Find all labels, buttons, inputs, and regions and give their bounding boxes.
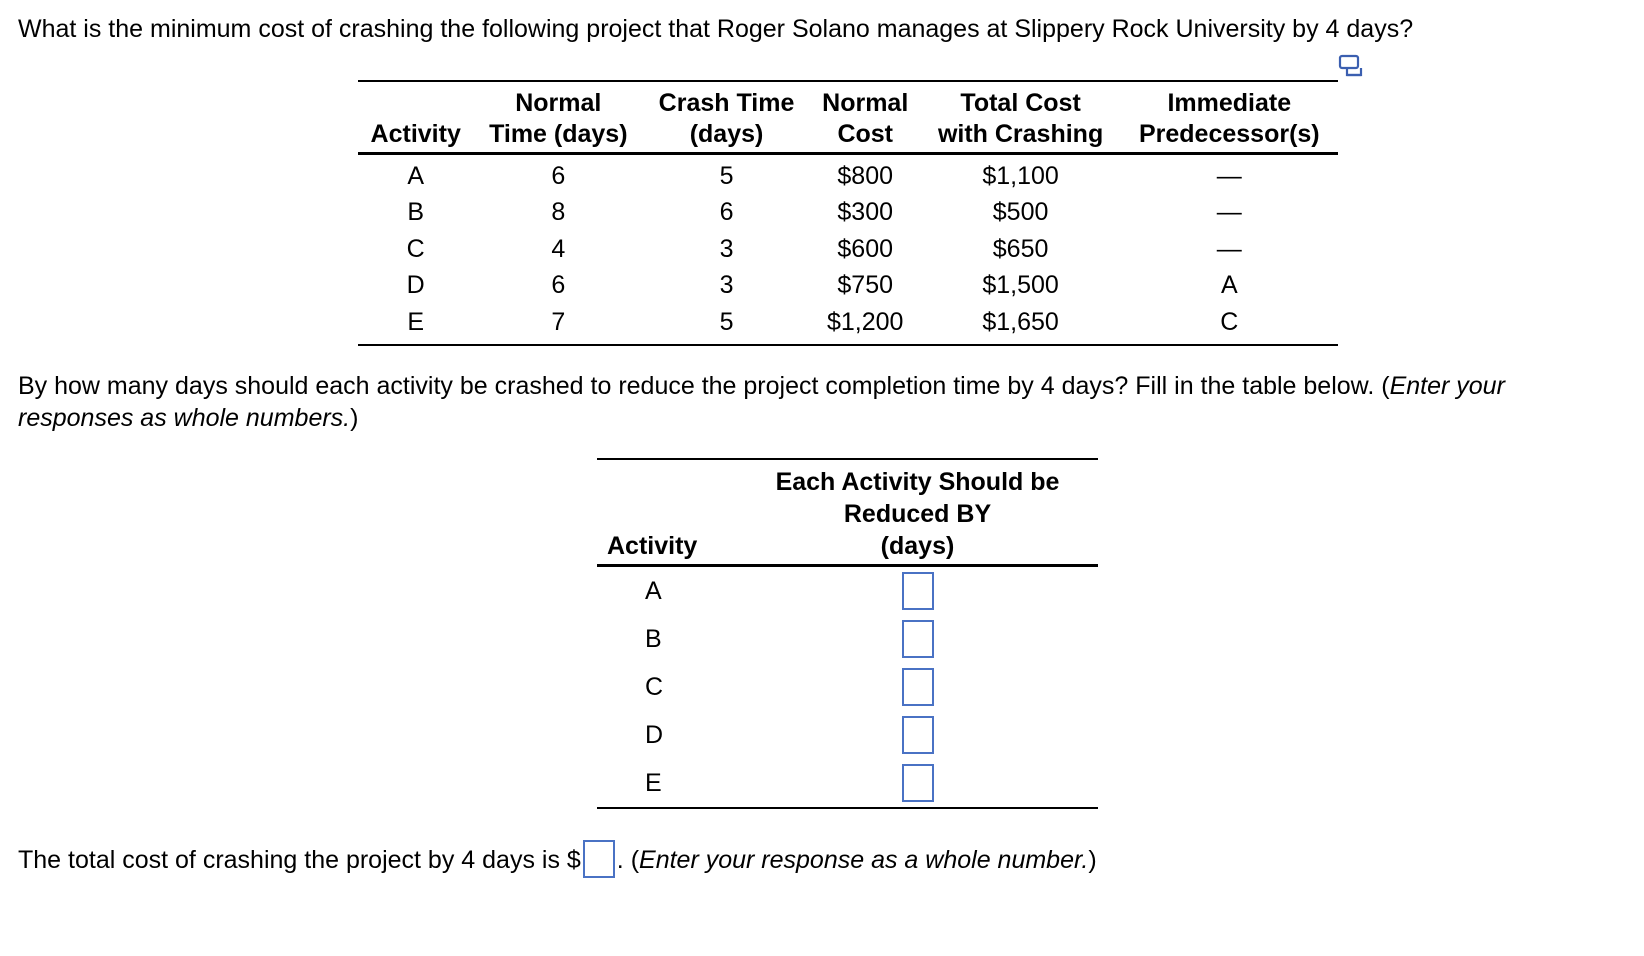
question-text: What is the minimum cost of crashing the following project that Roger Solano manages at Slippery Rock University by 4 days? bbox=[18, 15, 1414, 43]
header-cell: Crash Time bbox=[643, 81, 810, 119]
table-row bbox=[358, 154, 1338, 195]
header-cell: with Crashing bbox=[921, 119, 1121, 154]
table-cell: — bbox=[1216, 161, 1242, 190]
total-cost-hint: Enter your response as a whole number. bbox=[639, 846, 1089, 874]
table-cell: C bbox=[1121, 304, 1338, 345]
header-cell: (days) bbox=[643, 119, 810, 154]
header-cell bbox=[358, 81, 473, 119]
answer-cell bbox=[737, 615, 1098, 663]
answer-row-b bbox=[597, 615, 1098, 663]
header-cell: Cost bbox=[810, 119, 921, 154]
table-cell: 4 bbox=[551, 234, 566, 263]
answer-activity-label: A bbox=[645, 576, 662, 605]
reduction-header-line: (days) bbox=[880, 532, 955, 560]
table-cell: 6 bbox=[719, 198, 734, 227]
total-cost-suffix: . ( bbox=[616, 846, 640, 874]
reduction-column-header bbox=[737, 459, 1098, 566]
table-cell: 3 bbox=[719, 271, 734, 300]
table-cell: 6 bbox=[551, 271, 566, 300]
header-cell: Predecessor(s) bbox=[1121, 119, 1338, 154]
table-cell: 5 bbox=[719, 161, 734, 190]
table-row bbox=[358, 231, 1338, 268]
table-cell: 5 bbox=[643, 304, 810, 345]
answer-cell bbox=[737, 759, 1098, 808]
instruction-text bbox=[18, 370, 1618, 434]
total-cost-close: ) bbox=[1088, 846, 1097, 874]
answer-activity-label: B bbox=[645, 624, 662, 653]
table-cell: $1,500 bbox=[982, 271, 1059, 300]
table-cell: D bbox=[406, 271, 425, 300]
answer-activity-label: D bbox=[645, 720, 664, 749]
header-cell: Time (days) bbox=[473, 119, 643, 154]
reduction-header-line: Reduced BY bbox=[843, 500, 992, 528]
reduce-days-input-e[interactable] bbox=[902, 764, 934, 802]
header-cell: Normal bbox=[810, 81, 921, 119]
activity-column-header: Activity bbox=[597, 459, 737, 566]
instruction-main: By how many days should each activity be crashed to reduce the project completion time by 4 days? Fill in the table below. ( bbox=[18, 372, 1390, 400]
header-cell: Total Cost bbox=[921, 81, 1121, 119]
table-cell: $300 bbox=[837, 198, 894, 227]
header-cell: Normal bbox=[473, 81, 643, 119]
table-cell: $1,200 bbox=[810, 304, 921, 345]
table-cell: A bbox=[407, 161, 425, 190]
copy-to-clipboard-icon[interactable] bbox=[1338, 54, 1364, 78]
table-cell: $600 bbox=[837, 234, 894, 263]
header-cell: Activity bbox=[358, 119, 473, 154]
table-cell: $750 bbox=[837, 271, 894, 300]
table-cell: — bbox=[1216, 198, 1242, 227]
header-cell: Immediate bbox=[1121, 81, 1338, 119]
answer-row-d bbox=[597, 711, 1098, 759]
table-cell: B bbox=[407, 198, 425, 227]
table-cell: 7 bbox=[473, 304, 643, 345]
answer-cell bbox=[737, 566, 1098, 616]
answer-cell bbox=[737, 711, 1098, 759]
total-cost-input[interactable] bbox=[583, 840, 615, 878]
answer-cell bbox=[737, 663, 1098, 711]
answer-row-a bbox=[597, 566, 1098, 616]
table-cell: $1,650 bbox=[921, 304, 1121, 345]
instruction-italic: Enter your responses as whole numbers. bbox=[18, 372, 1505, 432]
answer-header-row bbox=[597, 459, 1098, 566]
table-cell: E bbox=[358, 304, 473, 345]
instruction-close: ) bbox=[350, 404, 359, 432]
table-cell: $650 bbox=[992, 234, 1049, 263]
table-cell: $500 bbox=[992, 198, 1049, 227]
table-cell: C bbox=[406, 234, 425, 263]
answer-row-c bbox=[597, 663, 1098, 711]
reduction-header-line: Each Activity Should be bbox=[775, 468, 1060, 496]
answer-row-e bbox=[597, 759, 1098, 808]
table-cell: 8 bbox=[551, 198, 566, 227]
table-row bbox=[358, 304, 1338, 345]
reduce-days-input-d[interactable] bbox=[902, 716, 934, 754]
table-cell: A bbox=[1220, 271, 1238, 300]
table-cell: 3 bbox=[719, 234, 734, 263]
reduce-days-input-c[interactable] bbox=[902, 668, 934, 706]
table-cell: — bbox=[1216, 234, 1242, 263]
header-row bbox=[358, 119, 1338, 154]
answer-activity-label: C bbox=[645, 672, 664, 701]
activity-data-table bbox=[358, 80, 1338, 346]
table-cell: 6 bbox=[551, 161, 566, 190]
header-row bbox=[358, 81, 1338, 119]
total-cost-prefix: The total cost of crashing the project by 4 days is $ bbox=[18, 846, 581, 874]
answer-table bbox=[597, 458, 1098, 809]
table-row bbox=[358, 195, 1338, 232]
answer-activity-label: E bbox=[597, 759, 737, 808]
total-cost-line bbox=[18, 840, 1097, 880]
reduce-days-input-a[interactable] bbox=[902, 572, 934, 610]
reduce-days-input-b[interactable] bbox=[902, 620, 934, 658]
table-cell: $1,100 bbox=[982, 161, 1059, 190]
table-row bbox=[358, 268, 1338, 305]
table-cell: $800 bbox=[837, 161, 894, 190]
